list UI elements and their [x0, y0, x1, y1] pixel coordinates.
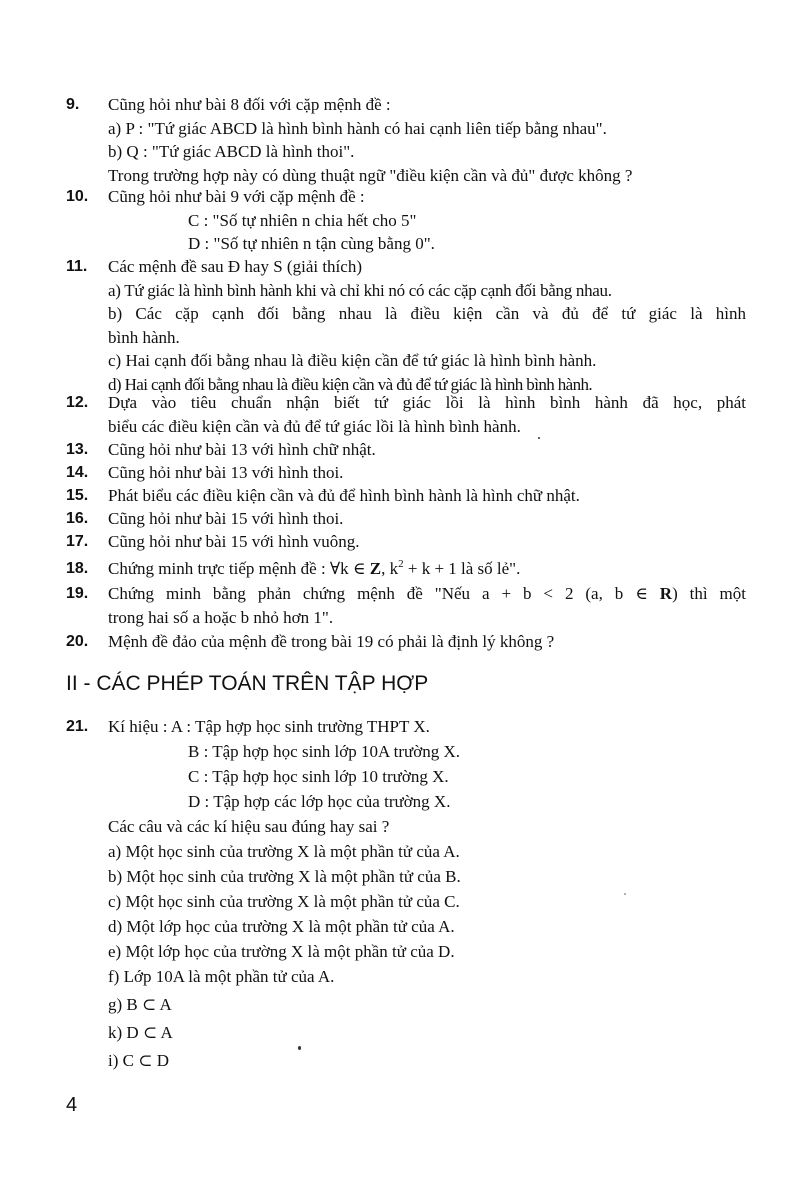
- problem-number: 9.: [66, 96, 80, 113]
- scan-speck: [624, 893, 626, 895]
- problem-text: a) Tứ giác là hình bình hành khi và chỉ khi nó có các cặp cạnh đối bằng nhau.: [108, 280, 612, 300]
- problem-text: Mệnh đề đảo của mệnh đề trong bài 19 có phải là định lý không ?: [108, 632, 555, 651]
- problem-text: Cũng hỏi như bài 13 với hình thoi.: [108, 463, 344, 482]
- problem-text: D : Tập hợp các lớp học của trường X.: [188, 792, 451, 811]
- problem-text: d) Hai cạnh đối bằng nhau là điều kiện cần và đủ để tứ giác là hình bình hành.: [108, 374, 593, 394]
- problem-text: b) Một học sinh của trường X là một phần tử của B.: [108, 867, 461, 886]
- problem-text: biểu các điều kiện cần và đủ để tứ giác lồi là hình bình hành.: [108, 416, 521, 436]
- problem-text: d) Một lớp học của trường X là một phần tử của A.: [108, 917, 455, 936]
- problem-16: [66, 507, 746, 531]
- problem-18: [66, 557, 746, 581]
- problem-number: 16.: [66, 510, 89, 527]
- problem-12: [66, 391, 746, 438]
- problem-text: Cũng hỏi như bài 13 với hình chữ nhật.: [108, 440, 376, 459]
- problem-number: 11.: [66, 258, 88, 275]
- problem-text: b) Các cặp cạnh đối bằng nhau là điều kiện cần và đủ để tứ giác là hình: [108, 304, 746, 323]
- problem-text: c) Hai cạnh đối bằng nhau là điều kiện cần để tứ giác là hình bình hành.: [108, 351, 597, 370]
- problem-number: 17.: [66, 533, 89, 550]
- problem-text: Các mệnh đề sau Đ hay S (giải thích): [108, 257, 362, 276]
- problem-number: 14.: [66, 464, 89, 481]
- problem-15: [66, 484, 746, 508]
- problem-9: [66, 93, 746, 187]
- problem-text: Cũng hỏi như bài 15 với hình thoi.: [108, 509, 344, 528]
- problem-text: a) P : "Tứ giác ABCD là hình bình hành có hai cạnh liên tiếp bằng nhau".: [108, 118, 607, 138]
- problem-number: 18.: [66, 560, 89, 577]
- problem-text: Chứng minh bằng phản chứng mệnh đề "Nếu a + b < 2 (a, b ∈ R) thì một: [108, 584, 747, 603]
- problem-11: [66, 255, 746, 396]
- problem-text: D : "Số tự nhiên n tận cùng bằng 0".: [188, 234, 435, 253]
- problem-text: b) Q : "Tứ giác ABCD là hình thoi".: [108, 142, 355, 161]
- problem-number: 12.: [66, 394, 89, 411]
- problem-19: [66, 582, 746, 629]
- page-number: 4: [66, 1094, 78, 1116]
- problem-text: i) C ⊂ D: [108, 1051, 169, 1070]
- problem-21: [66, 714, 746, 1073]
- scan-speck: [538, 437, 540, 439]
- problem-text: C : Tập hợp học sinh lớp 10 trường X.: [188, 767, 449, 786]
- problem-text: Phát biểu các điều kiện cần và đủ để hình bình hành là hình chữ nhật.: [108, 486, 580, 505]
- section-title: II - CÁC PHÉP TOÁN TRÊN TẬP HỢP: [66, 672, 429, 695]
- problem-text: bình hành.: [108, 327, 180, 347]
- problem-text: f) Lớp 10A là một phần tử của A.: [108, 967, 335, 986]
- problem-text: g) B ⊂ A: [108, 995, 172, 1014]
- problem-10: [66, 185, 746, 256]
- problem-number: 20.: [66, 633, 89, 650]
- problem-text: Dựa vào tiêu chuẩn nhận biết tứ giác lồi là hình bình hành đã học, phát: [108, 393, 746, 412]
- problem-number: 21.: [66, 718, 89, 735]
- problem-text: Kí hiệu : A : Tập hợp học sinh trường THPT X.: [108, 717, 430, 736]
- scan-speck: [298, 1046, 301, 1050]
- problem-text: B : Tập hợp học sinh lớp 10A trường X.: [188, 742, 460, 761]
- problem-14: [66, 461, 746, 485]
- problem-text: Cũng hỏi như bài 15 với hình vuông.: [108, 532, 360, 551]
- problem-text: Chứng minh trực tiếp mệnh đề : ∀k ∈ Z, $k^2 + k + 1$ là số lẻ".: [108, 558, 521, 578]
- problem-text: trong hai số a hoặc b nhỏ hơn 1".: [108, 607, 334, 627]
- problem-number: 15.: [66, 487, 89, 504]
- problem-13: [66, 438, 746, 462]
- problem-text: Cũng hỏi như bài 9 với cặp mệnh đề :: [108, 187, 365, 206]
- problem-number: 10.: [66, 188, 89, 205]
- problem-text: Cũng hỏi như bài 8 đối với cặp mệnh đề :: [108, 95, 391, 114]
- problem-number: 19.: [66, 585, 89, 602]
- problem-number: 13.: [66, 441, 89, 458]
- problem-text: Các câu và các kí hiệu sau đúng hay sai ?: [108, 817, 390, 836]
- problem-17: [66, 530, 746, 554]
- problem-text: c) Một học sinh của trường X là một phần tử của C.: [108, 892, 460, 911]
- problem-text: a) Một học sinh của trường X là một phần tử của A.: [108, 842, 460, 861]
- problem-20: [66, 630, 746, 654]
- problem-text: e) Một lớp học của trường X là một phần tử của D.: [108, 942, 455, 961]
- problem-text: C : "Số tự nhiên n chia hết cho 5": [188, 210, 417, 230]
- problem-text: k) D ⊂ A: [108, 1023, 173, 1042]
- problem-text: Trong trường hợp này có dùng thuật ngữ "điều kiện cần và đủ" được không ?: [108, 165, 633, 185]
